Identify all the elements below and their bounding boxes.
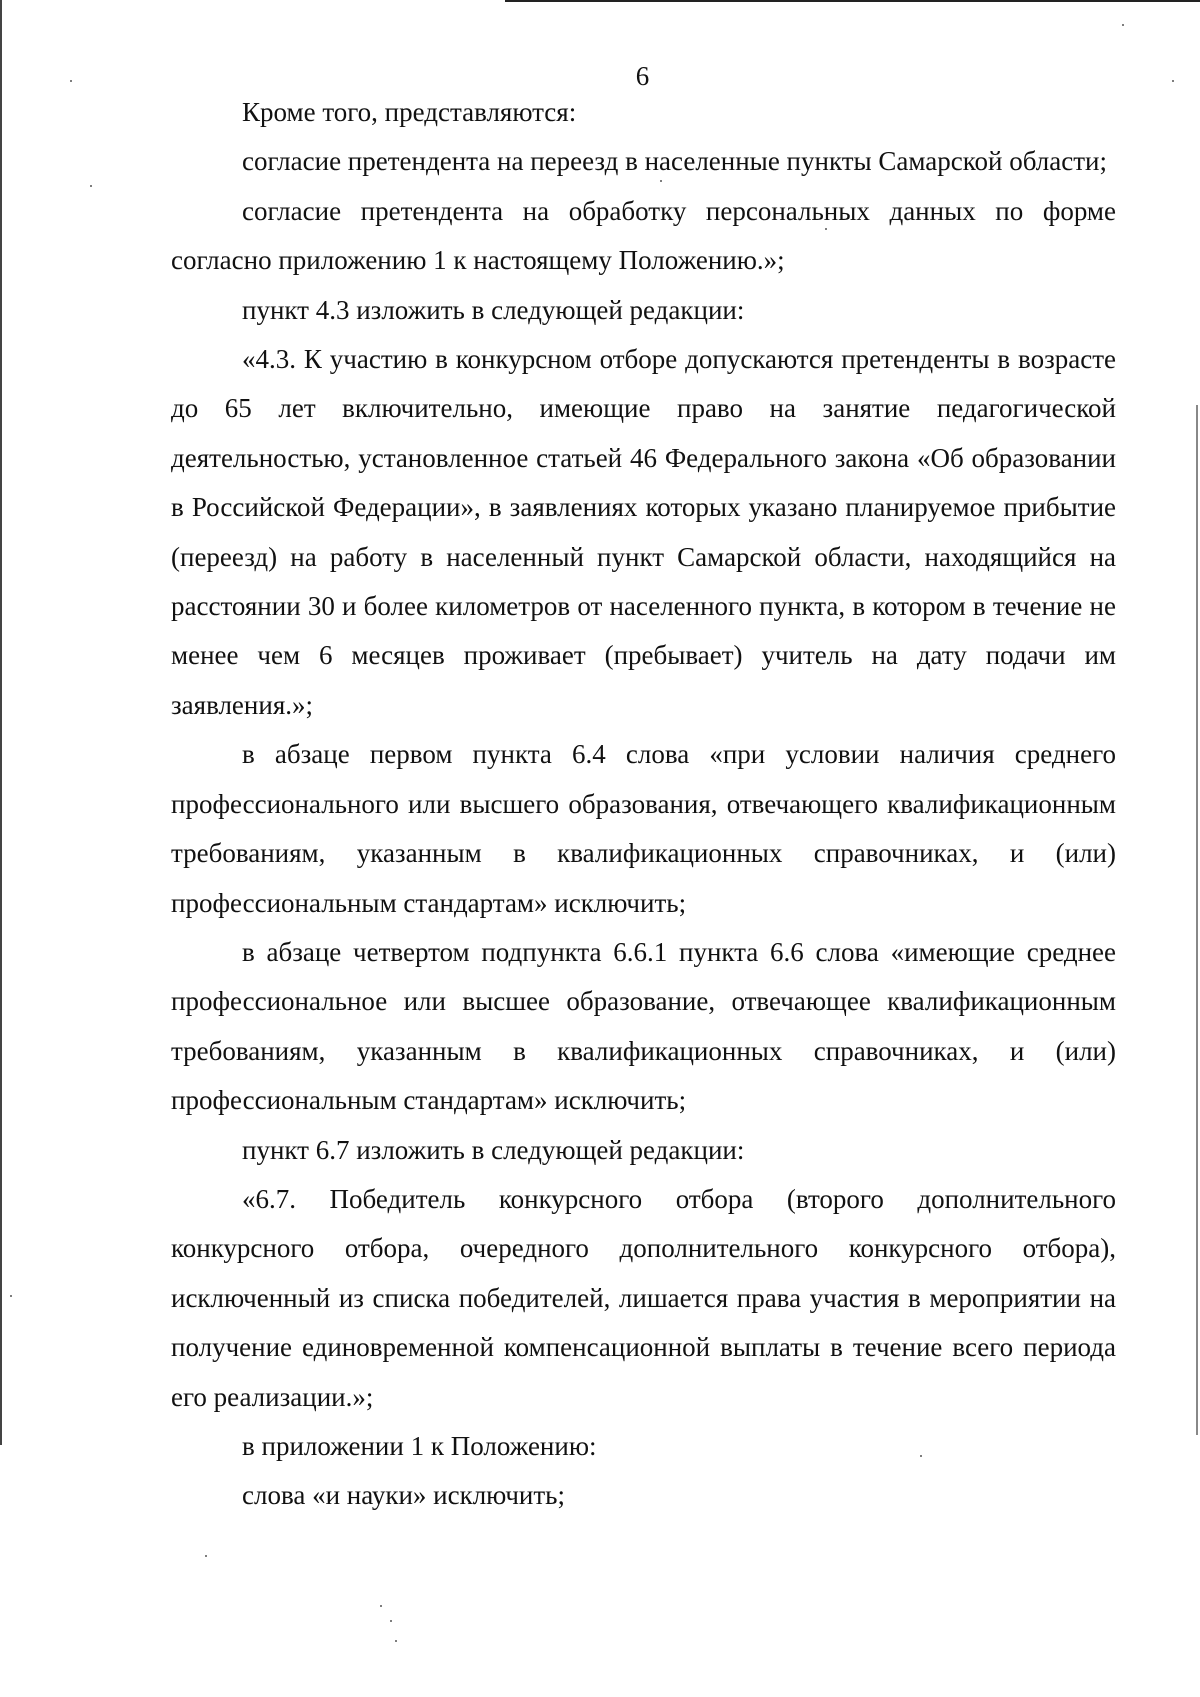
paragraph: «4.3. К участию в конкурсном отборе допускаются претенденты в возрасте до 65 лет включительно, имеющие право на занятие педагогической деятельностью, установленное статьей 46 Федерального закона «Об образовании в Российской Федерации», в заявлениях которых указано планируемое прибытие (переезд) на работу в населенный пункт Самарской области, находящийся на расстоянии 30 и более километров от населенного пункта, в котором в течение не менее чем 6 месяцев проживает (пребывает) учитель на дату подачи им заявления.»; (171, 344, 1116, 720)
scan-speck (10, 1295, 12, 1297)
document-body (171, 88, 1116, 1521)
scan-speck (395, 1640, 397, 1642)
paragraph: согласие претендента на переезд в населенные пункты Самарской области; (242, 146, 1107, 177)
paragraph: в абзаце первом пункта 6.4 слова «при условии наличия среднего профессионального или высшего образования, отвечающего квалификационным требованиям, указанным в квалификационных справочниках, и (или) профессиональным стандартам» исключить; (171, 739, 1116, 918)
scan-speck (390, 1620, 392, 1622)
scan-speck (380, 1605, 382, 1607)
scan-speck (205, 1555, 207, 1557)
scan-right-edge (1196, 405, 1198, 1435)
scan-speck (90, 185, 92, 187)
paragraph: слова «и науки» исключить; (242, 1480, 565, 1511)
scan-left-edge (0, 0, 2, 1445)
paragraph: пункт 4.3 изложить в следующей редакции: (242, 294, 745, 325)
paragraph: в приложении 1 к Положению: (242, 1430, 597, 1461)
paragraph: согласие претендента на обработку персональных данных по форме согласно приложению 1 к настоящему Положению.»; (171, 195, 1116, 276)
scan-speck (1122, 24, 1124, 26)
scan-top-rule (505, 0, 1200, 2)
paragraph: «6.7. Победитель конкурсного отбора (второго дополнительного конкурсного отбора, очередного дополнительного конкурсного отбора), исключенный из списка победителей, лишается права участия в мероприятии на получение единовременной компенсационной выплаты в течение всего периода его реализации.»; (171, 1183, 1116, 1412)
page-number: 6 (635, 61, 650, 91)
paragraph: Кроме того, представляются: (242, 97, 577, 127)
paragraph: пункт 6.7 изложить в следующей редакции: (242, 1134, 745, 1165)
paragraph: в абзаце четвертом подпункта 6.6.1 пункта 6.6 слова «имеющие среднее профессиональное или высшее образование, отвечающее квалификационным требованиям, указанным в квалификационных справочниках, и (или) профессиональным стандартам» исключить; (171, 936, 1116, 1116)
